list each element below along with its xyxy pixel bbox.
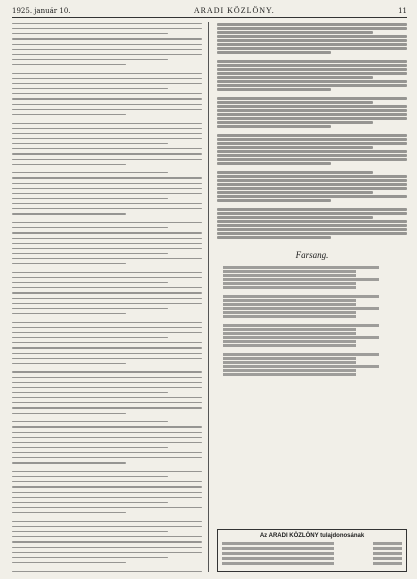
text-line <box>12 272 202 273</box>
paragraph-gap <box>12 218 202 220</box>
text-line <box>12 33 168 34</box>
text-line <box>12 104 202 105</box>
text-line <box>217 72 407 75</box>
box-row-label <box>222 552 334 555</box>
text-line <box>12 177 202 178</box>
left-column <box>12 22 209 572</box>
text-line <box>217 68 407 71</box>
text-line <box>217 220 407 223</box>
box-row-label <box>222 547 334 550</box>
text-line <box>12 78 202 79</box>
text-line <box>217 154 407 157</box>
text-line <box>217 35 407 38</box>
text-line <box>12 392 168 393</box>
paragraph-gap <box>217 55 407 59</box>
text-line <box>12 322 202 323</box>
paragraph-gap <box>217 240 407 244</box>
text-line <box>217 199 331 202</box>
text-line <box>12 353 202 354</box>
text-line <box>12 347 202 348</box>
text-line <box>12 442 202 443</box>
text-line <box>12 287 202 288</box>
text-line <box>12 413 126 414</box>
text-line <box>12 28 202 29</box>
text-line <box>12 426 202 427</box>
text-line <box>12 38 202 39</box>
text-line <box>217 60 407 63</box>
paragraph-gap <box>12 68 202 70</box>
text-line <box>12 238 202 239</box>
text-line <box>12 521 202 522</box>
poem-line <box>223 270 356 273</box>
stanza-gap <box>217 348 407 352</box>
poem-line <box>223 336 379 339</box>
box-row-amount <box>373 562 402 565</box>
text-line <box>12 98 202 99</box>
poem-line <box>223 369 356 372</box>
box-row-amount <box>373 542 402 545</box>
poem-line <box>223 324 379 327</box>
box-row-label <box>222 542 334 545</box>
poem-line <box>223 278 379 281</box>
text-line <box>12 497 202 498</box>
text-line <box>12 526 202 527</box>
poem-line <box>223 353 379 356</box>
text-line <box>12 128 202 129</box>
text-line <box>12 208 202 209</box>
poem-line <box>223 361 356 364</box>
text-line <box>217 39 407 42</box>
paragraph-gap <box>12 566 202 568</box>
text-line <box>12 203 202 204</box>
text-line <box>12 248 202 249</box>
page-number: 11 <box>398 7 407 15</box>
text-line <box>12 282 168 283</box>
text-line <box>217 158 407 161</box>
text-line <box>12 512 126 513</box>
masthead <box>12 6 407 18</box>
text-line <box>12 308 168 309</box>
text-line <box>217 175 407 178</box>
box-row <box>222 547 402 550</box>
issue-date: 1925. január 10. <box>12 7 71 15</box>
text-line <box>12 109 202 110</box>
text-line <box>217 150 407 153</box>
text-line <box>12 133 202 134</box>
text-line <box>12 332 202 333</box>
text-line <box>217 64 407 67</box>
poem-line <box>223 303 356 306</box>
poem-line <box>223 340 356 343</box>
paragraph-gap <box>217 92 407 96</box>
text-line <box>12 471 202 472</box>
paragraph-gap <box>217 129 407 133</box>
text-line <box>217 88 331 91</box>
paragraph-gap <box>12 118 202 120</box>
text-line <box>217 171 373 174</box>
poem-line <box>223 357 356 360</box>
poem-line <box>223 332 356 335</box>
text-line <box>217 84 407 87</box>
text-line <box>217 212 407 215</box>
text-line <box>12 64 126 65</box>
text-line <box>217 228 407 231</box>
text-line <box>217 101 373 104</box>
text-line <box>12 327 202 328</box>
text-line <box>12 562 126 563</box>
text-line <box>12 232 202 233</box>
text-line <box>12 153 202 154</box>
text-line <box>217 43 407 46</box>
text-line <box>217 113 407 116</box>
text-line <box>217 105 407 108</box>
text-line <box>12 337 168 338</box>
text-line <box>217 27 407 30</box>
text-line <box>12 54 202 55</box>
poem-line <box>223 328 356 331</box>
poem-line <box>223 266 379 269</box>
text-line <box>217 236 331 239</box>
text-line <box>12 83 202 84</box>
text-line <box>12 507 202 508</box>
text-line <box>12 387 202 388</box>
poem-line <box>223 311 356 314</box>
text-line <box>217 162 331 165</box>
text-line <box>12 571 202 572</box>
box-row-amount <box>373 552 402 555</box>
text-line <box>217 138 407 141</box>
box-row <box>222 542 402 545</box>
box-row-label <box>222 557 334 560</box>
contribution-box <box>217 529 407 572</box>
text-line <box>12 536 202 537</box>
stanza-gap <box>217 290 407 294</box>
poem-line <box>223 282 356 285</box>
box-row-amount <box>373 547 402 550</box>
text-line <box>217 183 407 186</box>
paragraph-gap <box>12 168 202 170</box>
text-line <box>12 164 126 165</box>
poem-line <box>223 307 379 310</box>
text-line <box>12 313 126 314</box>
paragraph-gap <box>12 367 202 369</box>
paragraph-gap <box>217 166 407 170</box>
text-line <box>12 358 202 359</box>
text-line <box>217 23 407 26</box>
text-line <box>12 123 202 124</box>
text-line <box>12 371 202 372</box>
text-line <box>12 44 202 45</box>
paragraph-gap <box>12 516 202 518</box>
right-column-articles <box>217 22 407 244</box>
box-row-amount <box>373 557 402 560</box>
text-line <box>12 73 202 74</box>
text-line <box>12 457 202 458</box>
text-line <box>217 195 407 198</box>
text-line <box>12 397 202 398</box>
paragraph-gap <box>12 267 202 269</box>
text-line <box>217 134 407 137</box>
poem-line <box>223 274 356 277</box>
text-line <box>12 222 202 223</box>
text-line <box>12 198 168 199</box>
text-line <box>12 382 202 383</box>
text-line <box>12 547 202 548</box>
text-line <box>12 492 202 493</box>
text-line <box>12 292 202 293</box>
text-line <box>217 117 407 120</box>
text-line <box>12 49 202 50</box>
text-line <box>12 342 202 343</box>
text-line <box>217 109 407 112</box>
text-line <box>217 224 407 227</box>
text-line <box>12 172 168 173</box>
text-line <box>12 93 202 94</box>
text-line <box>12 298 202 299</box>
text-line <box>217 179 407 182</box>
text-line <box>12 188 202 189</box>
text-line <box>217 216 373 219</box>
text-line <box>12 193 202 194</box>
text-line <box>12 59 168 60</box>
poem-heading: Farsang. <box>295 250 329 260</box>
text-line <box>12 159 202 160</box>
text-line <box>217 232 407 235</box>
text-line <box>12 253 168 254</box>
contribution-box-title: Az ARADI KÖZLÖNY tulajdonosának <box>259 533 365 539</box>
text-line <box>12 377 202 378</box>
text-line <box>12 88 168 89</box>
text-line <box>217 191 373 194</box>
text-line <box>12 481 202 482</box>
poem-line <box>223 299 356 302</box>
text-line <box>217 187 407 190</box>
text-line <box>12 541 202 542</box>
text-line <box>12 486 202 487</box>
text-line <box>12 407 202 408</box>
text-line <box>12 476 168 477</box>
paragraph-gap <box>12 417 202 419</box>
text-line <box>217 31 373 34</box>
text-line <box>12 277 202 278</box>
newspaper-title: ARADI KÖZLÖNY. <box>193 6 275 15</box>
text-line <box>217 125 331 128</box>
text-line <box>12 402 202 403</box>
text-line <box>12 502 168 503</box>
text-line <box>12 138 202 139</box>
text-line <box>217 76 373 79</box>
text-line <box>12 462 126 463</box>
text-line <box>12 303 202 304</box>
text-line <box>217 51 331 54</box>
text-line <box>12 213 126 214</box>
poem-line <box>223 295 379 298</box>
poem-line <box>223 286 356 289</box>
text-line <box>12 447 168 448</box>
text-line <box>12 437 202 438</box>
box-row <box>222 562 402 565</box>
text-line <box>12 148 202 149</box>
text-line <box>12 421 168 422</box>
text-line <box>217 80 407 83</box>
box-row <box>222 552 402 555</box>
text-line <box>12 531 168 532</box>
text-line <box>12 143 168 144</box>
text-line <box>12 258 202 259</box>
text-line <box>217 97 407 100</box>
poem-body <box>217 265 407 381</box>
text-line <box>12 227 168 228</box>
poem-line <box>223 373 356 376</box>
text-line <box>12 432 202 433</box>
text-line <box>217 121 373 124</box>
stanza-gap <box>217 319 407 323</box>
stanza-gap <box>217 377 407 381</box>
text-line <box>217 208 407 211</box>
text-line <box>12 23 202 24</box>
text-line <box>217 47 407 50</box>
text-line <box>12 557 168 558</box>
poem-line <box>223 315 356 318</box>
text-line <box>12 183 202 184</box>
poem-line <box>223 365 379 368</box>
box-row <box>222 557 402 560</box>
text-line <box>12 452 202 453</box>
poem-line <box>223 344 356 347</box>
text-line <box>12 114 126 115</box>
paragraph-gap <box>12 467 202 469</box>
text-line <box>12 363 126 364</box>
text-line <box>12 243 202 244</box>
paragraph-gap <box>217 203 407 207</box>
text-line <box>12 552 202 553</box>
right-column <box>217 22 407 572</box>
box-row-label <box>222 562 334 565</box>
paragraph-gap <box>12 317 202 319</box>
text-line <box>12 263 126 264</box>
text-line <box>217 142 407 145</box>
text-line <box>217 146 373 149</box>
